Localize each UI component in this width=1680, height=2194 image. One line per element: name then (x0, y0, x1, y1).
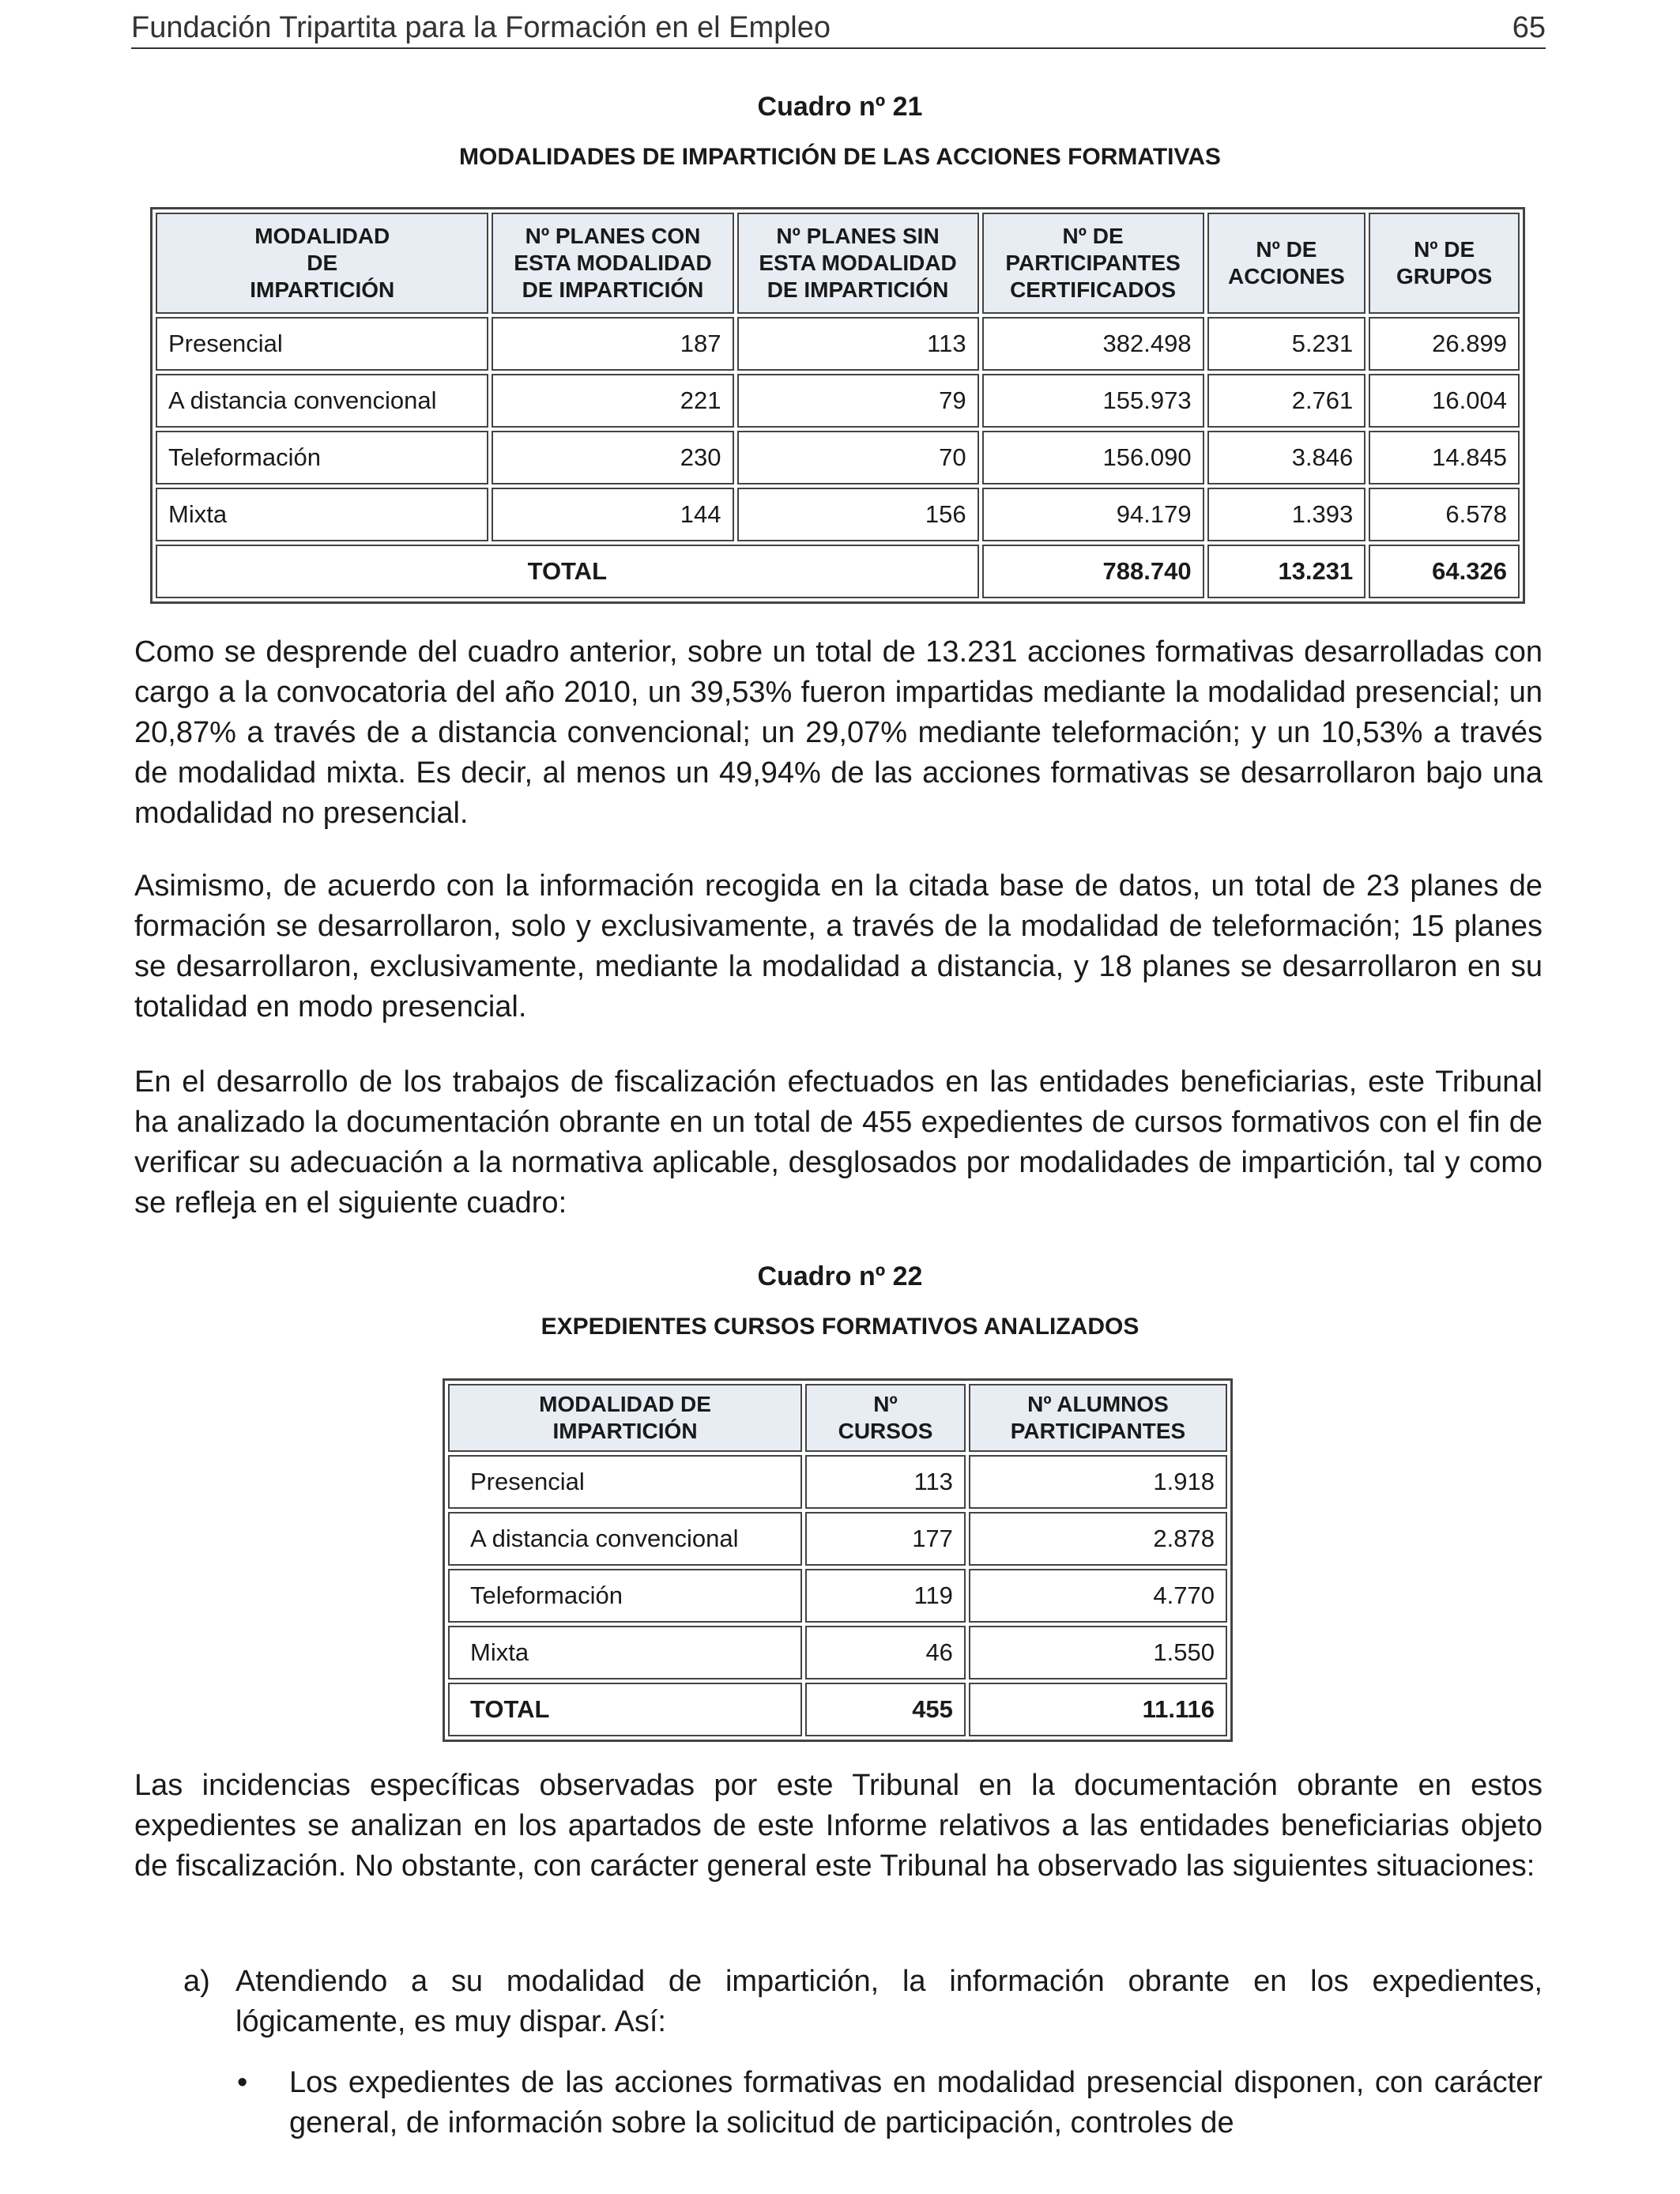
header-line: Nº DE (1062, 224, 1124, 248)
col-header-modalidad (448, 1384, 802, 1452)
col-header-planes-sin (737, 213, 979, 314)
paragraph-2: Asimismo, de acuerdo con la información recogida en la citada base de datos, un total de 23 planes de formación se desarrollaron, solo y exclusivamente, a través de la modalidad de teleformación; 15 planes se desarrollaron, exclusivamente, mediante la modalidad a distancia, y 18 planes se desarrollaron en su totalidad en modo presencial. (134, 869, 1543, 1023)
cell-planes-sin: 156 (737, 488, 979, 541)
bullet-marker: • (237, 2066, 248, 2099)
list-item-text: Atendiendo a su modalidad de impartición, la información obrante en los expedientes, lógicamente, es muy dispar. Así: (235, 1965, 1543, 2038)
col-header-planes-con (492, 213, 733, 314)
cell-cursos: 177 (805, 1512, 966, 1566)
cell-planes-con: 187 (492, 317, 733, 371)
total-grupos: 64.326 (1369, 545, 1520, 598)
total-cursos: 455 (805, 1683, 966, 1736)
cell-alumnos: 1.918 (969, 1455, 1227, 1509)
header-line: CURSOS (838, 1419, 933, 1443)
header-line: PARTICIPANTES (1010, 1419, 1186, 1443)
cell-planes-sin: 70 (737, 431, 979, 484)
total-alumnos: 11.116 (969, 1683, 1227, 1736)
header-line: GRUPOS (1396, 264, 1493, 288)
cell-grupos: 6.578 (1369, 488, 1520, 541)
header-line: PARTICIPANTES (1005, 251, 1181, 275)
cell-modalidad: Teleformación (448, 1569, 802, 1623)
table22-subtitle: EXPEDIENTES CURSOS FORMATIVOS ANALIZADOS (541, 1314, 1139, 1340)
cell-alumnos: 4.770 (969, 1569, 1227, 1623)
col-header-acciones (1207, 213, 1366, 314)
cell-participantes: 155.973 (982, 374, 1204, 428)
table-total-row (448, 1683, 1227, 1736)
cell-cursos: 46 (805, 1626, 966, 1679)
table-total-row (156, 545, 1520, 598)
table21 (150, 207, 1525, 604)
cell-acciones: 1.393 (1207, 488, 1366, 541)
paragraph-3: En el desarrollo de los trabajos de fiscalización efectuados en las entidades beneficiarias, este Tribunal ha analizado la documentación obrante en un total de 455 expedientes de cursos formativos con el fin de verificar su adecuación a la normativa aplicable, desglosados por modalidades de impartición, tal y como se refleja en el siguiente cuadro: (134, 1065, 1543, 1220)
cell-grupos: 14.845 (1369, 431, 1520, 484)
page-number: 65 (1512, 11, 1546, 44)
cell-grupos: 16.004 (1369, 374, 1520, 428)
header-line: Nº (873, 1392, 898, 1416)
col-header-participantes (982, 213, 1204, 314)
cell-planes-con: 221 (492, 374, 733, 428)
cell-planes-sin: 113 (737, 317, 979, 371)
header-line: Nº PLANES SIN (776, 224, 940, 248)
header-line: DE (307, 251, 338, 275)
total-acciones: 13.231 (1207, 545, 1366, 598)
list-item-a (183, 1962, 1543, 2042)
table-row (448, 1569, 1227, 1623)
table-row (156, 431, 1520, 484)
header-line: ESTA MODALIDAD (514, 251, 712, 275)
table-header-row (448, 1384, 1227, 1452)
paragraph-4: Las incidencias específicas observadas por este Tribunal en la documentación obrante en estos expedientes se analizan en los apartados de este Informe relativos a las entidades beneficiarias objeto de fiscalización. No obstante, con carácter general este Tribunal ha observado las siguientes situaciones: (134, 1769, 1543, 1883)
header-line: Nº PLANES CON (525, 224, 701, 248)
cell-modalidad: Mixta (448, 1626, 802, 1679)
total-participantes: 788.740 (982, 545, 1204, 598)
header-line: Nº DE (1256, 237, 1317, 262)
cell-participantes: 94.179 (982, 488, 1204, 541)
table-row (448, 1512, 1227, 1566)
cell-acciones: 3.846 (1207, 431, 1366, 484)
cell-modalidad: Teleformación (156, 431, 488, 484)
col-header-modalidad (156, 213, 488, 314)
table-header-row (156, 213, 1520, 314)
cell-modalidad: A distancia convencional (448, 1512, 802, 1566)
bullet-item-text: Los expedientes de las acciones formativas en modalidad presencial disponen, con carácter general, de información sobre la solicitud de participación, controles de (289, 2066, 1543, 2139)
bullet-item (237, 2063, 1543, 2143)
header-line: MODALIDAD DE (539, 1392, 711, 1416)
col-header-grupos (1369, 213, 1520, 314)
cell-modalidad: Presencial (448, 1455, 802, 1509)
table21-caption: Cuadro nº 21 (757, 92, 923, 122)
header-line: MODALIDAD (254, 224, 390, 248)
header-line: IMPARTICIÓN (250, 277, 395, 302)
table-row (156, 317, 1520, 371)
cell-alumnos: 1.550 (969, 1626, 1227, 1679)
list-marker: a) (183, 1965, 210, 1998)
header-line: DE IMPARTICIÓN (522, 277, 704, 302)
table-row (156, 488, 1520, 541)
cell-grupos: 26.899 (1369, 317, 1520, 371)
col-header-alumnos (969, 1384, 1227, 1452)
cell-modalidad: A distancia convencional (156, 374, 488, 428)
cell-cursos: 113 (805, 1455, 966, 1509)
cell-planes-con: 144 (492, 488, 733, 541)
cell-acciones: 2.761 (1207, 374, 1366, 428)
header-line: Nº DE (1414, 237, 1475, 262)
paragraph-1: Como se desprende del cuadro anterior, sobre un total de 13.231 acciones formativas desarrolladas con cargo a la convocatoria del año 2010, un 39,53% fueron impartidas mediante la modalidad presencial; un 20,87% a través de a distancia convencional; un 29,07% mediante teleformación; y un 10,53% a través de modalidad mixta. Es decir, al menos un 49,94% de las acciones formativas se desarrollaron bajo una modalidad no presencial. (134, 635, 1543, 830)
header-line: Nº ALUMNOS (1027, 1392, 1169, 1416)
cell-cursos: 119 (805, 1569, 966, 1623)
table22 (443, 1378, 1233, 1742)
table21-subtitle: MODALIDADES DE IMPARTICIÓN DE LAS ACCIONES FORMATIVAS (459, 144, 1221, 170)
cell-participantes: 382.498 (982, 317, 1204, 371)
header-title: Fundación Tripartita para la Formación en el Empleo (131, 11, 831, 44)
cell-modalidad: Mixta (156, 488, 488, 541)
header-line: IMPARTICIÓN (552, 1419, 698, 1443)
total-label: TOTAL (448, 1683, 802, 1736)
page-header (131, 11, 1546, 49)
cell-planes-con: 230 (492, 431, 733, 484)
cell-alumnos: 2.878 (969, 1512, 1227, 1566)
header-line: CERTIFICADOS (1010, 277, 1177, 302)
cell-acciones: 5.231 (1207, 317, 1366, 371)
cell-planes-sin: 79 (737, 374, 979, 428)
table-row (448, 1626, 1227, 1679)
header-line: ACCIONES (1228, 264, 1345, 288)
table-row (448, 1455, 1227, 1509)
cell-participantes: 156.090 (982, 431, 1204, 484)
cell-modalidad: Presencial (156, 317, 488, 371)
total-label: TOTAL (156, 545, 979, 598)
table-row (156, 374, 1520, 428)
header-line: ESTA MODALIDAD (759, 251, 957, 275)
header-line: DE IMPARTICIÓN (767, 277, 949, 302)
table22-caption: Cuadro nº 22 (757, 1261, 923, 1291)
col-header-cursos (805, 1384, 966, 1452)
